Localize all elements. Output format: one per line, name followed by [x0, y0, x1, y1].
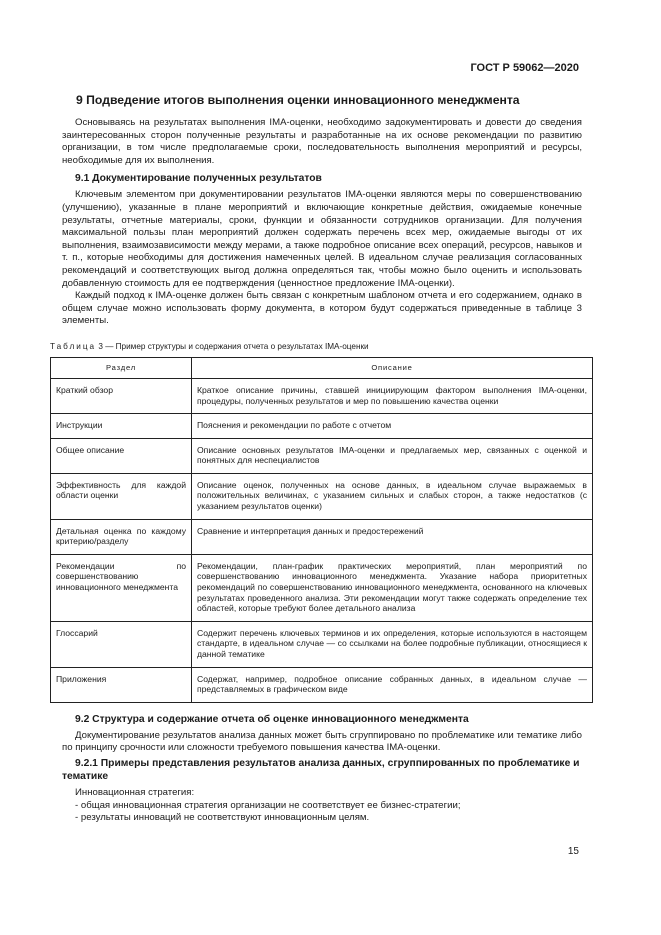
row-section: Общее описание [51, 438, 192, 473]
section-9-2-paragraph: Документирование результатов анализа данных может быть сгруппировано по проблематике или тематике либо по принципу срочности или сложности требуемого повышения качества IMA-оценки. [62, 729, 582, 754]
row-description: Рекомендации, план-график практических мероприятий, план мероприятий по совершенствованию инновационного менеджмента. Указание набора приоритетных рекомендаций по совершенствованию инновационного менеджмента, основанного на ключевых результатах проведенного анализа. Эти рекомендации могут также содержать определение тех областей, которые требуют более детального анализа [192, 554, 593, 621]
column-header-description: Описание [192, 357, 593, 378]
section-9-1-paragraph-2: Каждый подход к IMA-оценке должен быть связан с конкретным шаблоном отчета и его содержанием, однако в общем случае можно использовать форму документа, в котором будут содержаться приведенные в таблице 3 элементы. [62, 290, 582, 327]
section-9-1-title: 9.1 Документирование полученных результатов [75, 173, 322, 185]
page-content [50, 93, 587, 825]
page-number: 15 [567, 846, 579, 857]
row-description: Содержат, например, подробное описание собранных данных, в идеальном случае — представляемых в графическом виде [192, 667, 593, 702]
table-row [51, 438, 593, 473]
row-section: Краткий обзор [51, 378, 192, 413]
table-3-caption [50, 342, 582, 351]
row-description: Пояснения и рекомендации по работе с отчетом [192, 414, 593, 439]
table-3 [50, 357, 593, 703]
row-section: Эффективность для каждой области оценки [51, 473, 192, 519]
row-description: Сравнение и интерпретация данных и предостережений [192, 519, 593, 554]
row-section: Детальная оценка по каждому критерию/разделу [51, 519, 192, 554]
table-caption-label: Таблица [50, 341, 97, 351]
section-9-2-title: 9.2 Структура и содержание отчета об оценке инновационного менеджмента [75, 713, 469, 725]
list-item: - результаты инноваций не соответствуют инновационным целям. [75, 812, 370, 824]
section-9-1-paragraph-1: Ключевым элементом при документировании результатов IMA-оценки являются меры по совершенствованию (улучшению), указанные в плане мероприятий и включающие конкретные действия, ожидаемые конечные результаты, отчетные материалы, сроки, функции и обязанности сотрудников организации. Для получения максимальной пользы план мероприятий должен содержать перечень всех мер, ожидаемые выгоды от их выполнения, взаимозависимости между мерами, а также подробное описание всех операций, ресурсов, навыков и т. п., которые необходимы для достижения намеченных целей. В идеальном случае реализация согласованных рекомендаций и соответствующих выгод должна определяться так, чтобы можно было оценить и использовать добавленную стоимость для ее подтверждения (ценностное предложение IMA-оценки). [62, 189, 582, 289]
table-row [51, 473, 593, 519]
strategy-lead: Инновационная стратегия: [75, 786, 195, 798]
row-description: Содержит перечень ключевых терминов и их определения, которые используются в настоящем стандарте, в идеальном случае — со ссылками на более подробные публикации, относящиеся к данной тематике [192, 621, 593, 667]
table-row [51, 378, 593, 413]
section-9-intro: Основываясь на результатах выполнения IMA-оценки, необходимо задокументировать и довести до сведения заинтересованных сторон полученные результаты и разработанные на их основе рекомендации по развитию организации, в том числе предполагаемые сроки, последовательность выполнения мероприятий и ресурсы, необходимые для их выполнения. [62, 117, 582, 166]
list-item: - общая инновационная стратегия организации не соответствует ее бизнес-стратегии; [75, 799, 461, 811]
row-section: Инструкции [51, 414, 192, 439]
table-row [51, 519, 593, 554]
row-description: Описание оценок, полученных на основе данных, в идеальном случае выражаемых в положительных величинах, с указанием сильных и слабых сторон, а также недостатков (с указанием результатов оценки) [192, 473, 593, 519]
section-9-title: 9 Подведение итогов выполнения оценки инновационного менеджмента [76, 93, 520, 107]
table-row [51, 667, 593, 702]
table-row [51, 621, 593, 667]
table-header-row [51, 357, 593, 378]
table-row [51, 414, 593, 439]
standard-number: ГОСТ Р 59062—2020 [470, 62, 579, 74]
row-section: Рекомендации по совершенствованию инновационного менеджмента [51, 554, 192, 621]
row-description: Описание основных результатов IMA-оценки и предлагаемых мер, связанных с оценкой и понятных для неспециалистов [192, 438, 593, 473]
table-caption-text: 3 — Пример структуры и содержания отчета о результатах IMA-оценки [96, 341, 369, 351]
row-section: Приложения [51, 667, 192, 702]
row-section: Глоссарий [51, 621, 192, 667]
table-row [51, 554, 593, 621]
column-header-section: Раздел [51, 357, 192, 378]
section-9-2-1-title: 9.2.1 Примеры представления результатов анализа данных, сгруппированных по проблематике и тематике [62, 757, 580, 782]
row-description: Краткое описание причины, ставшей инициирующим фактором выполнения IMA-оценки, процедуры, полученных результатов и мер по повышению качества оценки [192, 378, 593, 413]
